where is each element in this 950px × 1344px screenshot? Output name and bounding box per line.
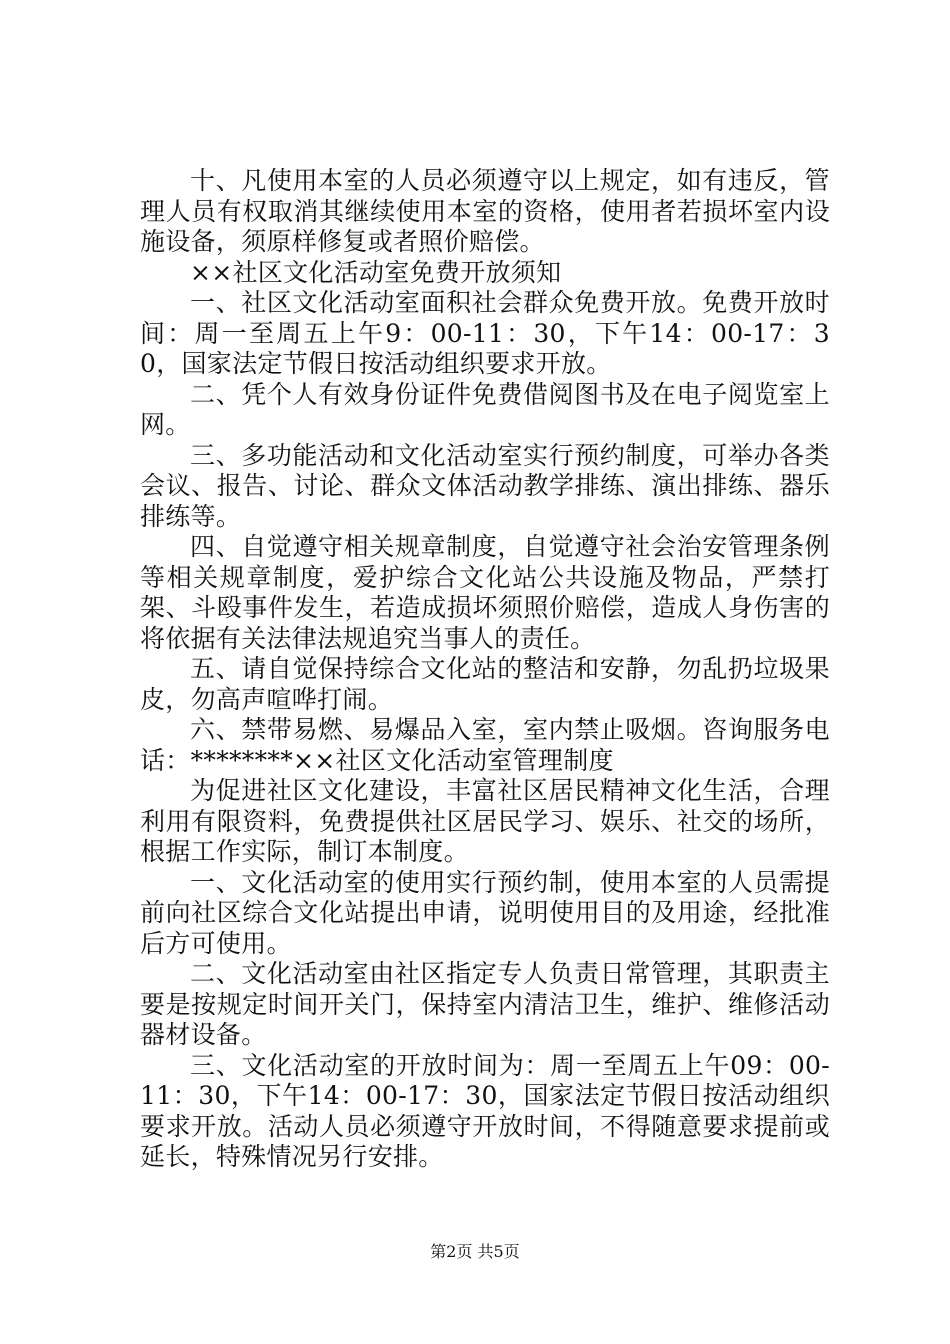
paragraph-management-1: 一、文化活动室的使用实行预约制，使用本室的人员需提前向社区综合文化站提出申请，说明使用目的及用途，经批准后方可使用。 xyxy=(140,867,830,958)
paragraph-management-intro: 为促进社区文化建设，丰富社区居民精神文化生活，合理利用有限资料，免费提供社区居民学习、娱乐、社交的场所，根据工作实际，制订本制度。 xyxy=(140,776,830,866)
paragraph-notice-6: 六、禁带易燃、易爆品入室，室内禁止吸烟。咨询服务电话：********××社区文化活动室管理制度 xyxy=(140,715,830,775)
page-footer xyxy=(0,1242,950,1262)
paragraph-notice-1: 一、社区文化活动室面积社会群众免费开放。免费开放时间：周一至周五上午9：00-11：30，下午14：00-17：30，国家法定节假日按活动组织要求开放。 xyxy=(140,288,830,378)
page-number-label: 第2页 共5页 xyxy=(430,1242,520,1261)
paragraph-notice-5: 五、请自觉保持综合文化站的整洁和安静，勿乱扔垃圾果皮，勿高声喧哗打闹。 xyxy=(140,654,830,714)
paragraph-notice-2: 二、凭个人有效身份证件免费借阅图书及在电子阅览室上网。 xyxy=(140,379,830,439)
paragraph-rule-10: 十、凡使用本室的人员必须遵守以上规定，如有违反，管理人员有权取消其继续使用本室的资格，使用者若损坏室内设施设备，须原样修复或者照价赔偿。 xyxy=(140,166,830,256)
paragraph-notice-4: 四、自觉遵守相关规章制度，自觉遵守社会治安管理条例等相关规章制度，爱护综合文化站公共设施及物品，严禁打架、斗殴事件发生，若造成损坏须照价赔偿，造成人身伤害的将依据有关法律法规追究当事人的责任。 xyxy=(140,532,830,653)
paragraph-management-3: 三、文化活动室的开放时间为：周一至周五上午09：00-11：30，下午14：00-17：30，国家法定节假日按活动组织要求开放。活动人员必须遵守开放时间，不得随意要求提前或延长，特殊情况另行安排。 xyxy=(140,1050,830,1171)
section-title-open-notice: ××社区文化活动室免费开放须知 xyxy=(190,257,562,287)
paragraph-notice-3: 三、多功能活动和文化活动室实行预约制度，可举办各类会议、报告、讨论、群众文体活动教学排练、演出排练、器乐排练等。 xyxy=(140,440,830,531)
document-body xyxy=(140,166,830,1173)
paragraph-management-2: 二、文化活动室由社区指定专人负责日常管理，其职责主要是按规定时间开关门，保持室内清洁卫生，维护、维修活动器材设备。 xyxy=(140,959,830,1049)
